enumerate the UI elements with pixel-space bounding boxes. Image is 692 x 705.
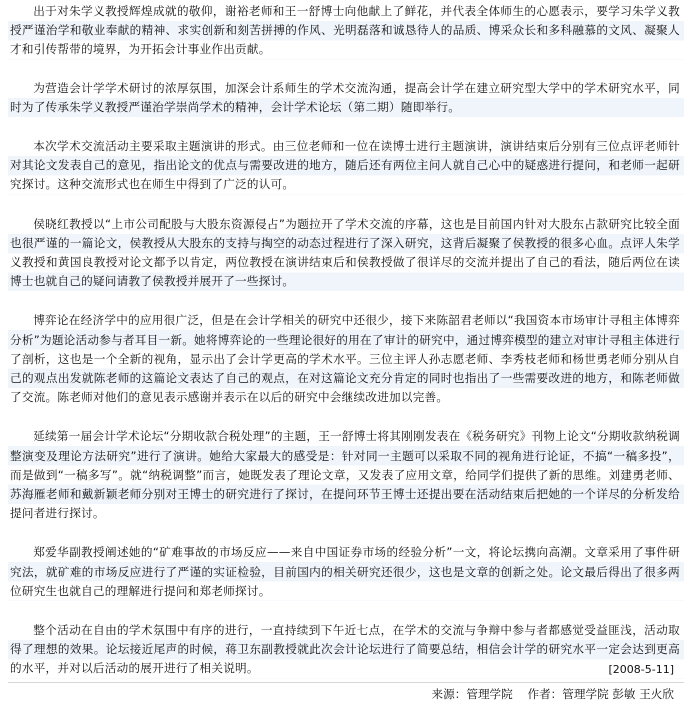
article-paragraph: 整个活动在自由的学术氛围中有序的进行，一直持续到下午近七点，在学术的交流与争辩中参与者都感觉受益匪浅，活动取得了理想的效果。论坛接近尾声的时候，蒋卫东副教授就此次会计论坛进行了简要总结，相信会计学的研究水平一定会达到更高的水平，并对以后活动的展开进行了相关说明。 — [8, 621, 684, 679]
paragraph-spacer — [8, 407, 684, 427]
article-paragraph: 出于对朱学义教授辉煌成就的敬仰，谢裕老师和王一舒博士向他献上了鲜花，并代表全体师生的心愿表示，要学习朱学义教授严谨治学和敬业奉献的精神、求实创新和刻苦拼搏的作风、光明磊落和诚恳待人的品质、博采众长和多科融慕的文风、凝聚人才和引传帮带的境界，为开拓会计事业作出贡献。 — [8, 2, 684, 60]
publish-date: [2008-5-11] — [608, 662, 674, 676]
author-label: 作者： — [527, 686, 563, 701]
source-value: 管理学院 — [466, 686, 513, 701]
article-paragraph: 本次学术交流活动主要采取主题演讲的形式。由三位老师和一位在读博士进行主题演讲，演讲结束后分别有三位点评老师针对其论文发表自己的意见，指出论文的优点与需要改进的地方，随后还有两位主问人就自己心中的疑惑进行提问，和老师一起研究探讨。这种交流形式也在师生中得到了广泛的认可。 — [8, 137, 684, 195]
source-separator — [513, 687, 528, 701]
author-value: 管理学院 彭敏 王火欣 — [562, 686, 674, 701]
paragraph-spacer — [8, 601, 684, 621]
article-paragraph: 博弈论在经济学中的应用很广泛，但是在会计学相关的研究中还很少，接下来陈韶君老师以“我国资本市场审计寻租主体博弈分析”为题论活动参与者耳目一新。她将博弈论的一些理论很好的用在了审计的研究中，通过博弈模型的建立对审计寻租主体进行了剖析，这也是一个全新的视角，显示出了会计学更高的学术水平。三位主评人孙志愿老师、李秀枝老师和杨世勇老师分别从自己的观点出发就陈老师的这篇论文表达了自己的观点，在对这篇论文充分肯定的同时也指出了一些需要改进的地方，和陈老师做了交流。陈老师对他们的意见表示感谢并表示在以后的研究中会继续改进加以完善。 — [8, 311, 684, 407]
article-paragraph: 为营造会计学学术研讨的浓厚氛围，加深会计系师生的学术交流沟通，提高会计学在建立研究型大学中的学术研究水平，同时为了传承朱学义教授严谨治学崇尚学术的精神，会计学术论坛（第二期）随即举行。 — [8, 79, 684, 117]
paragraph-spacer — [8, 60, 684, 79]
paragraph-spacer — [8, 195, 684, 215]
article-paragraph: 延续第一届会计学术论坛“分期收款合税处理”的主题，王一舒博士将其刚刚发表在《税务研究》刊物上论文“分期收款纳税调整演变及理论方法研究”进行了演讲。她给大家最大的感受是：针对同一主题可以采取不同的视角进行论证，不搞“一稿多投”，而是做到“一稿多写”。就“纳税调整”而言，她既发表了理论文章，又发表了应用文章，给同学们提供了新的思维。刘建勇老师、苏海雁老师和戴新颖老师分别对王博士的研究进行了探讨，在提问环节王博士还提出要在活动结束后把她的一个详尽的分析发给提问者进行探讨。 — [8, 427, 684, 523]
paragraph-spacer — [8, 291, 684, 311]
article-paragraph: 郑爱华副教授阐述她的“矿难事故的市场反应——来自中国证券市场的经验分析”一文，将论坛携向高潮。文章采用了事件研究法，就矿难的市场反应进行了严谨的实证检验，目前国内的相关研究还很少，这也是文章的创新之处。论文最后得出了很多两位研究生也就自己的理解进行提问和郑老师探讨。 — [8, 543, 684, 601]
article-paragraph: 侯晓红教授以“上市公司配股与大股东资源侵占”为题拉开了学术交流的序幕，这也是目前国内针对大股东占款研究比较全面也很严谨的一篇论文，侯教授从大股东的支持与掏空的动态过程进行了深入研究，这背后凝聚了侯教授的很多心血。点评人朱学义教授和黄国良教授对论文都予以肯定，两位教授在演讲结束后和侯教授做了很详尽的交流并提出了自己的看法，随后两位在读博士也就自己的疑问请教了侯教授并展开了一些探讨。 — [8, 215, 684, 292]
paragraph-spacer — [8, 523, 684, 543]
article-body — [0, 2, 692, 701]
source-line — [8, 682, 684, 705]
source-label: 来源： — [431, 686, 467, 701]
paragraph-spacer — [8, 117, 684, 137]
